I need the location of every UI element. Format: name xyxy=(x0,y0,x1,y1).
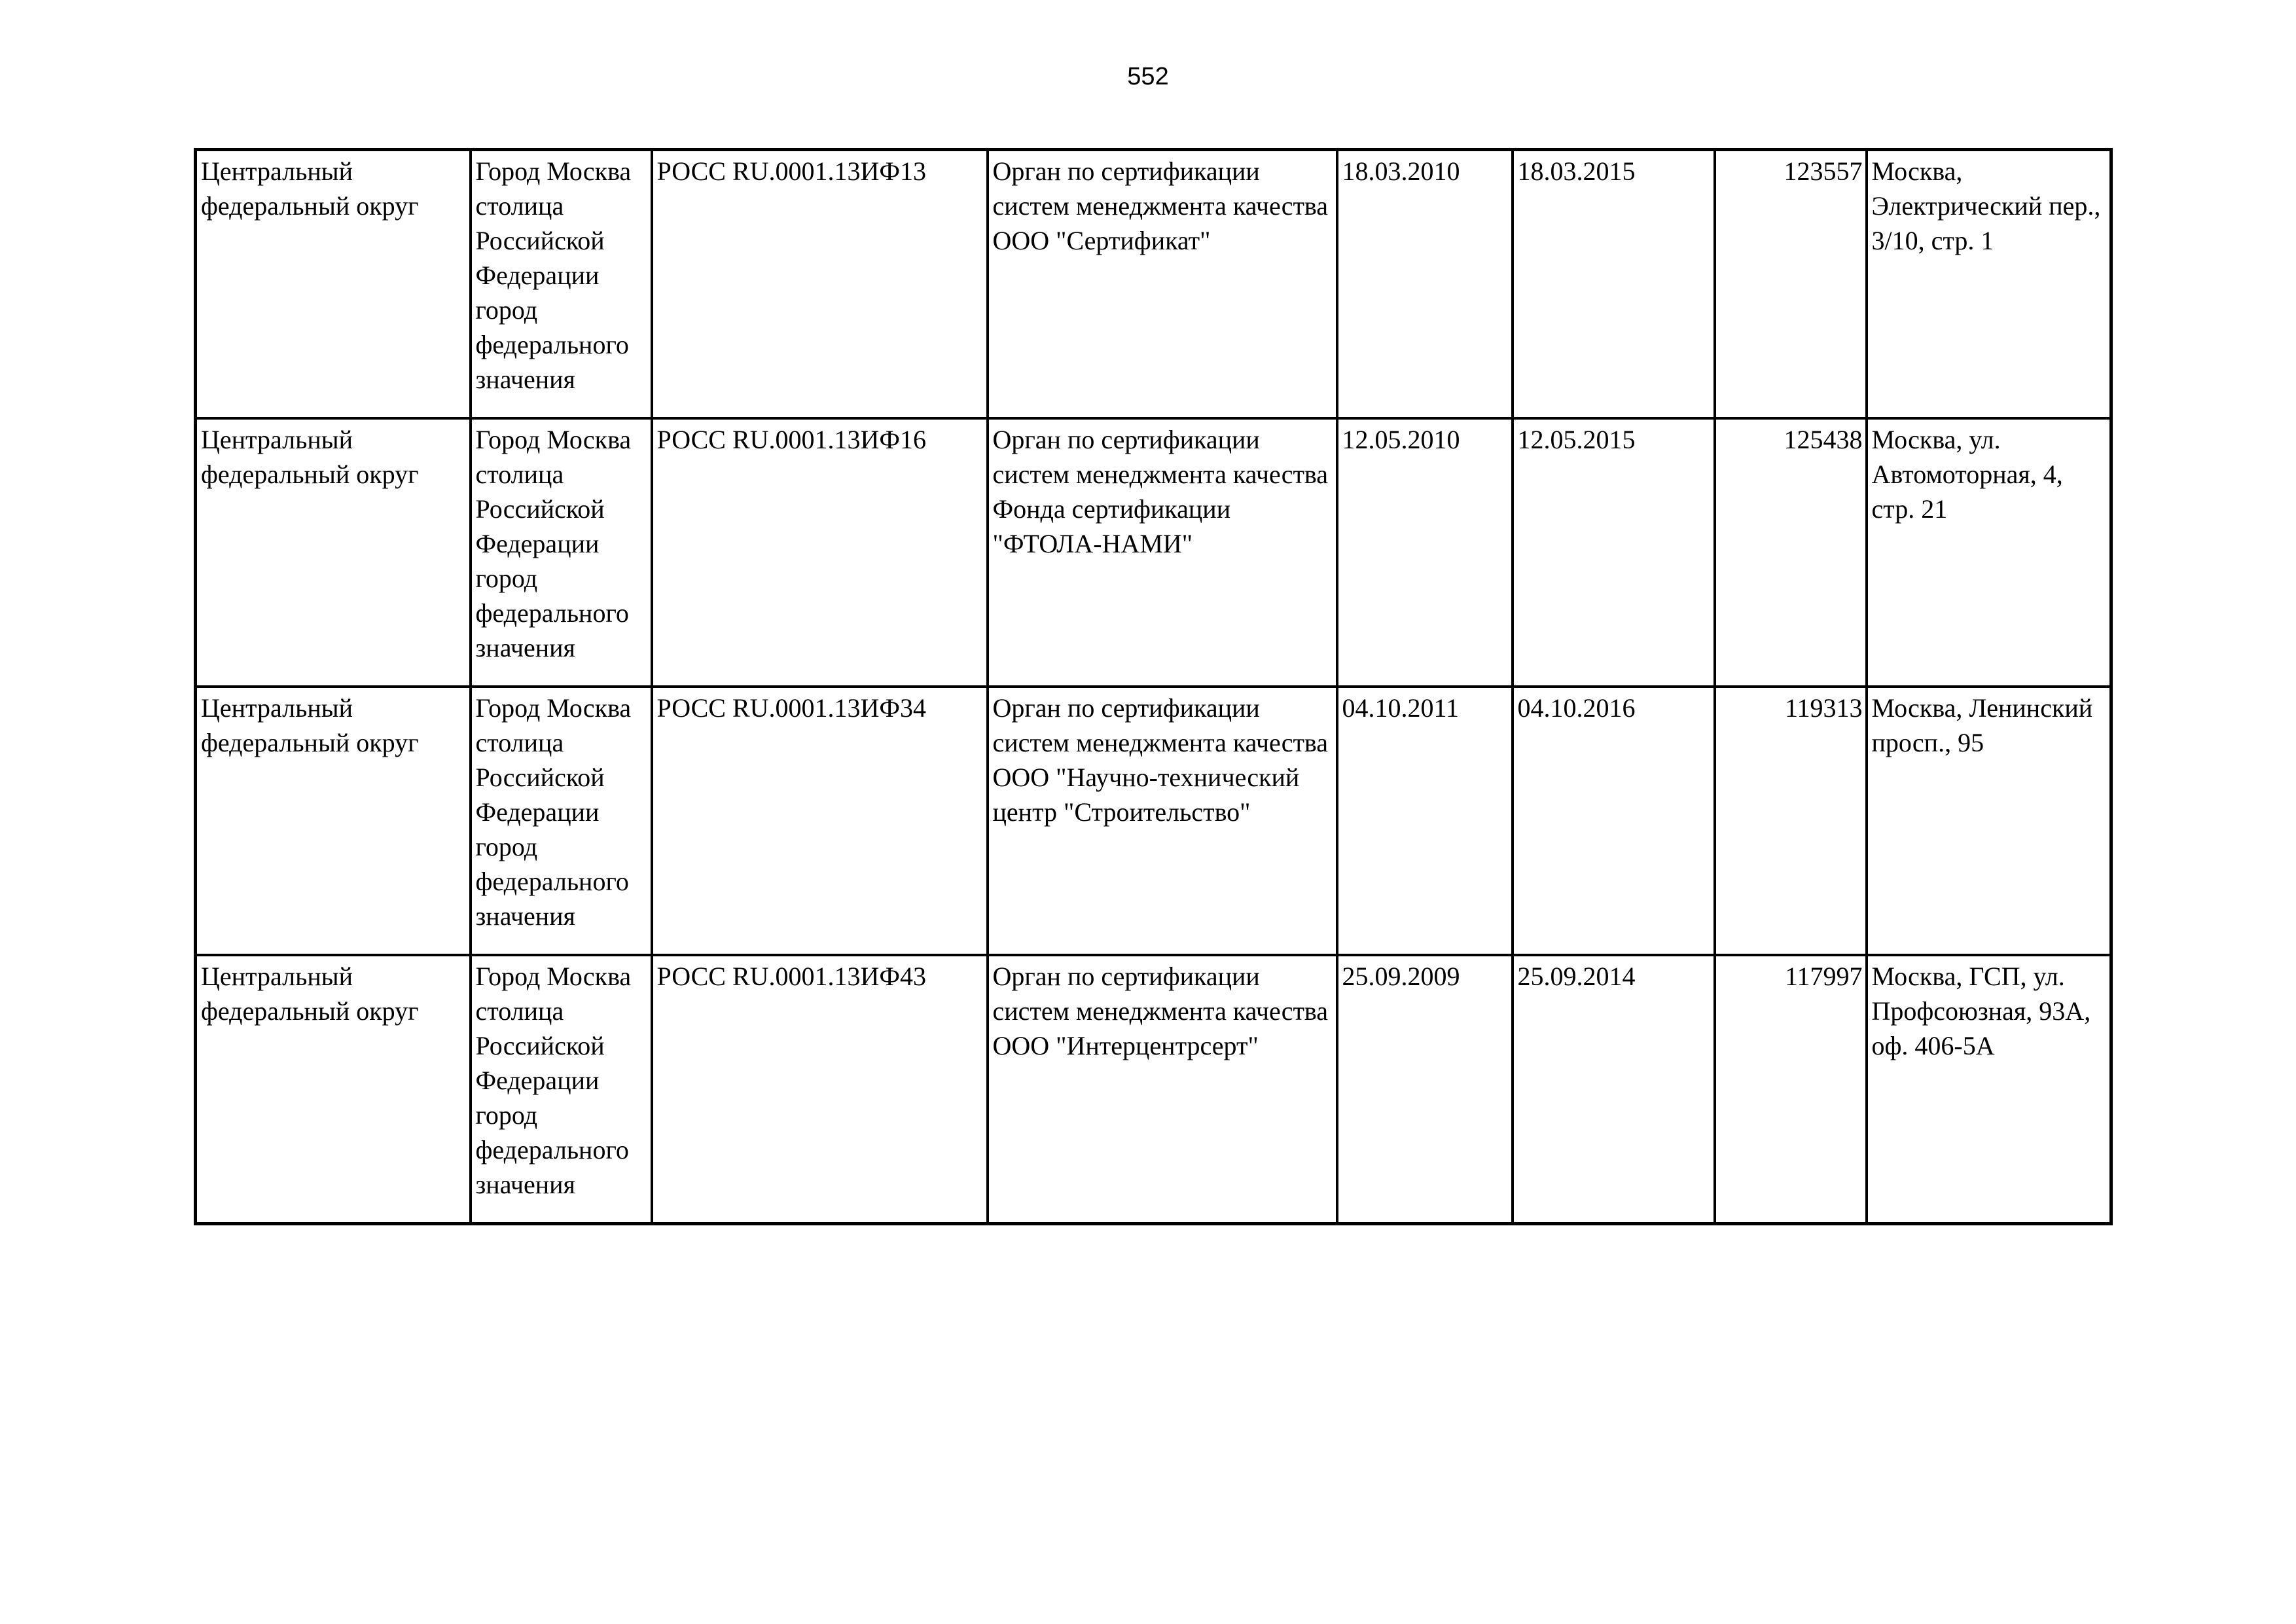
region-cell: Город Москва столица Российской Федерации город федерального значения xyxy=(471,150,652,419)
district-cell: Центральный федеральный округ xyxy=(196,687,471,955)
date-from-cell: 04.10.2011 xyxy=(1337,687,1513,955)
date-from-cell: 18.03.2010 xyxy=(1337,150,1513,419)
table-row xyxy=(196,955,2111,1224)
region-cell: Город Москва столица Российской Федерации город федерального значения xyxy=(471,955,652,1224)
table-row xyxy=(196,150,2111,419)
registration-number-cell: РОСС RU.0001.13ИФ34 xyxy=(652,687,988,955)
date-from-cell: 25.09.2009 xyxy=(1337,955,1513,1224)
table-row xyxy=(196,418,2111,687)
organization-cell: Орган по сертификации систем менеджмента качества ООО "Научно-технический центр "Строительство" xyxy=(988,687,1337,955)
district-cell: Центральный федеральный округ xyxy=(196,150,471,419)
address-cell: Москва, Ленинский просп., 95 xyxy=(1867,687,2111,955)
address-cell: Москва, ГСП, ул. Профсоюзная, 93А, оф. 406-5А xyxy=(1867,955,2111,1224)
certification-bodies-table xyxy=(194,148,2113,1225)
postal-code-cell: 119313 xyxy=(1715,687,1867,955)
postal-code-cell: 125438 xyxy=(1715,418,1867,687)
date-from-cell: 12.05.2010 xyxy=(1337,418,1513,687)
date-to-cell: 25.09.2014 xyxy=(1513,955,1715,1224)
date-to-cell: 04.10.2016 xyxy=(1513,687,1715,955)
registration-number-cell: РОСС RU.0001.13ИФ13 xyxy=(652,150,988,419)
date-to-cell: 18.03.2015 xyxy=(1513,150,1715,419)
postal-code-cell: 117997 xyxy=(1715,955,1867,1224)
organization-cell: Орган по сертификации систем менеджмента качества Фонда сертификации "ФТОЛА-НАМИ" xyxy=(988,418,1337,687)
address-cell: Москва, ул. Автомоторная, 4, стр. 21 xyxy=(1867,418,2111,687)
registration-number-cell: РОСС RU.0001.13ИФ43 xyxy=(652,955,988,1224)
district-cell: Центральный федеральный округ xyxy=(196,955,471,1224)
page-number: 552 xyxy=(1127,63,1169,90)
postal-code-cell: 123557 xyxy=(1715,150,1867,419)
organization-cell: Орган по сертификации систем менеджмента качества ООО "Интерцентрсерт" xyxy=(988,955,1337,1224)
table-row xyxy=(196,687,2111,955)
region-cell: Город Москва столица Российской Федерации город федерального значения xyxy=(471,418,652,687)
registration-number-cell: РОСС RU.0001.13ИФ16 xyxy=(652,418,988,687)
address-cell: Москва, Электрический пер., 3/10, стр. 1 xyxy=(1867,150,2111,419)
organization-cell: Орган по сертификации систем менеджмента качества ООО "Сертификат" xyxy=(988,150,1337,419)
date-to-cell: 12.05.2015 xyxy=(1513,418,1715,687)
region-cell: Город Москва столица Российской Федерации город федерального значения xyxy=(471,687,652,955)
district-cell: Центральный федеральный округ xyxy=(196,418,471,687)
